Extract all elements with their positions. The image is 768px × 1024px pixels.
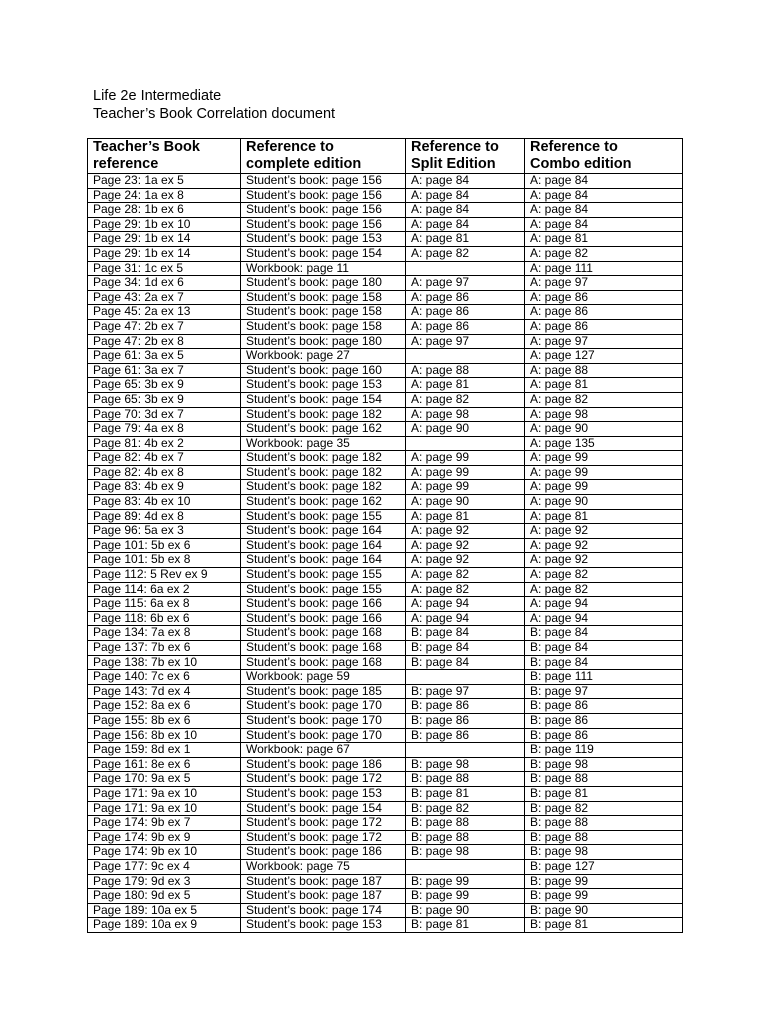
cell-teachers-book-reference: Page 83: 4b ex 10 bbox=[88, 495, 241, 510]
cell-complete-edition: Student’s book: page 162 bbox=[241, 422, 406, 437]
cell-combo-edition: A: page 111 bbox=[525, 261, 683, 276]
cell-complete-edition: Workbook: page 59 bbox=[241, 670, 406, 685]
table-row bbox=[88, 830, 683, 845]
cell-complete-edition: Student’s book: page 158 bbox=[241, 305, 406, 320]
cell-complete-edition: Student’s book: page 154 bbox=[241, 392, 406, 407]
cell-combo-edition: A: page 94 bbox=[525, 597, 683, 612]
cell-complete-edition: Workbook: page 11 bbox=[241, 261, 406, 276]
cell-split-edition: A: page 81 bbox=[406, 378, 525, 393]
header-line: Reference to bbox=[246, 139, 334, 155]
table-row bbox=[88, 422, 683, 437]
cell-combo-edition: B: page 98 bbox=[525, 757, 683, 772]
cell-teachers-book-reference: Page 118: 6b ex 6 bbox=[88, 611, 241, 626]
cell-teachers-book-reference: Page 83: 4b ex 9 bbox=[88, 480, 241, 495]
header-line: reference bbox=[93, 155, 159, 172]
cell-combo-edition: B: page 81 bbox=[525, 918, 683, 933]
table-row bbox=[88, 436, 683, 451]
cell-combo-edition: A: page 84 bbox=[525, 174, 683, 189]
cell-teachers-book-reference: Page 114: 6a ex 2 bbox=[88, 582, 241, 597]
cell-complete-edition: Student’s book: page 156 bbox=[241, 188, 406, 203]
cell-complete-edition: Student’s book: page 164 bbox=[241, 553, 406, 568]
cell-complete-edition: Student’s book: page 172 bbox=[241, 830, 406, 845]
cell-teachers-book-reference: Page 29: 1b ex 10 bbox=[88, 217, 241, 232]
cell-split-edition: A: page 82 bbox=[406, 582, 525, 597]
table-row bbox=[88, 903, 683, 918]
cell-split-edition: A: page 94 bbox=[406, 597, 525, 612]
cell-complete-edition: Student’s book: page 187 bbox=[241, 874, 406, 889]
cell-teachers-book-reference: Page 155: 8b ex 6 bbox=[88, 713, 241, 728]
cell-split-edition: B: page 97 bbox=[406, 684, 525, 699]
document-title-line-1: Life 2e Intermediate bbox=[93, 88, 222, 104]
cell-combo-edition: A: page 97 bbox=[525, 334, 683, 349]
cell-split-edition: B: page 81 bbox=[406, 918, 525, 933]
cell-split-edition: A: page 92 bbox=[406, 538, 525, 553]
document-title bbox=[93, 87, 335, 123]
table-row bbox=[88, 261, 683, 276]
table-row bbox=[88, 188, 683, 203]
header-line: Teacher’s Book bbox=[93, 139, 200, 155]
cell-teachers-book-reference: Page 82: 4b ex 8 bbox=[88, 465, 241, 480]
cell-complete-edition: Student’s book: page 158 bbox=[241, 290, 406, 305]
cell-teachers-book-reference: Page 174: 9b ex 10 bbox=[88, 845, 241, 860]
cell-complete-edition: Student’s book: page 168 bbox=[241, 626, 406, 641]
cell-teachers-book-reference: Page 23: 1a ex 5 bbox=[88, 174, 241, 189]
header-complete-edition bbox=[241, 139, 406, 174]
header-line: Reference to bbox=[530, 139, 618, 155]
cell-split-edition: B: page 81 bbox=[406, 786, 525, 801]
table-row bbox=[88, 538, 683, 553]
cell-combo-edition: B: page 81 bbox=[525, 786, 683, 801]
table-row bbox=[88, 524, 683, 539]
cell-combo-edition: A: page 99 bbox=[525, 451, 683, 466]
cell-teachers-book-reference: Page 189: 10a ex 9 bbox=[88, 918, 241, 933]
cell-combo-edition: B: page 88 bbox=[525, 816, 683, 831]
cell-complete-edition: Student’s book: page 170 bbox=[241, 699, 406, 714]
cell-combo-edition: A: page 90 bbox=[525, 495, 683, 510]
table-row bbox=[88, 276, 683, 291]
cell-combo-edition: A: page 86 bbox=[525, 319, 683, 334]
cell-split-edition: A: page 84 bbox=[406, 174, 525, 189]
cell-combo-edition: B: page 90 bbox=[525, 903, 683, 918]
cell-split-edition: B: page 86 bbox=[406, 699, 525, 714]
cell-split-edition: B: page 90 bbox=[406, 903, 525, 918]
cell-complete-edition: Student’s book: page 182 bbox=[241, 451, 406, 466]
cell-teachers-book-reference: Page 171: 9a ex 10 bbox=[88, 801, 241, 816]
cell-complete-edition: Student’s book: page 153 bbox=[241, 378, 406, 393]
table-row bbox=[88, 801, 683, 816]
cell-combo-edition: B: page 82 bbox=[525, 801, 683, 816]
cell-combo-edition: B: page 84 bbox=[525, 626, 683, 641]
cell-combo-edition: B: page 86 bbox=[525, 713, 683, 728]
document-title-line-2: Teacher’s Book Correlation document bbox=[93, 106, 336, 122]
table-row bbox=[88, 451, 683, 466]
cell-split-edition: A: page 97 bbox=[406, 334, 525, 349]
table-row bbox=[88, 290, 683, 305]
table-row bbox=[88, 582, 683, 597]
cell-combo-edition: B: page 84 bbox=[525, 655, 683, 670]
table-row bbox=[88, 889, 683, 904]
cell-split-edition: A: page 84 bbox=[406, 203, 525, 218]
cell-teachers-book-reference: Page 143: 7d ex 4 bbox=[88, 684, 241, 699]
cell-complete-edition: Student’s book: page 155 bbox=[241, 568, 406, 583]
cell-split-edition: B: page 84 bbox=[406, 655, 525, 670]
cell-combo-edition: A: page 82 bbox=[525, 568, 683, 583]
cell-split-edition: A: page 86 bbox=[406, 290, 525, 305]
table-row bbox=[88, 392, 683, 407]
cell-split-edition: A: page 90 bbox=[406, 495, 525, 510]
cell-teachers-book-reference: Page 70: 3d ex 7 bbox=[88, 407, 241, 422]
cell-combo-edition: A: page 86 bbox=[525, 290, 683, 305]
cell-complete-edition: Student’s book: page 170 bbox=[241, 728, 406, 743]
cell-split-edition: B: page 86 bbox=[406, 713, 525, 728]
cell-combo-edition: A: page 127 bbox=[525, 349, 683, 364]
cell-complete-edition: Student’s book: page 158 bbox=[241, 319, 406, 334]
cell-combo-edition: A: page 92 bbox=[525, 553, 683, 568]
cell-combo-edition: B: page 86 bbox=[525, 699, 683, 714]
cell-complete-edition: Student’s book: page 172 bbox=[241, 816, 406, 831]
cell-complete-edition: Student’s book: page 187 bbox=[241, 889, 406, 904]
cell-complete-edition: Student’s book: page 155 bbox=[241, 582, 406, 597]
table-row bbox=[88, 349, 683, 364]
cell-complete-edition: Student’s book: page 154 bbox=[241, 801, 406, 816]
cell-split-edition: A: page 97 bbox=[406, 276, 525, 291]
cell-complete-edition: Student’s book: page 170 bbox=[241, 713, 406, 728]
cell-teachers-book-reference: Page 34: 1d ex 6 bbox=[88, 276, 241, 291]
cell-split-edition: A: page 82 bbox=[406, 568, 525, 583]
table-row bbox=[88, 757, 683, 772]
cell-complete-edition: Workbook: page 75 bbox=[241, 859, 406, 874]
cell-complete-edition: Student’s book: page 182 bbox=[241, 407, 406, 422]
correlation-table bbox=[87, 138, 683, 933]
cell-split-edition: B: page 88 bbox=[406, 772, 525, 787]
table-row bbox=[88, 713, 683, 728]
cell-split-edition: B: page 84 bbox=[406, 626, 525, 641]
cell-combo-edition: A: page 92 bbox=[525, 524, 683, 539]
cell-split-edition bbox=[406, 349, 525, 364]
cell-combo-edition: B: page 99 bbox=[525, 874, 683, 889]
header-line: complete edition bbox=[246, 155, 362, 172]
cell-teachers-book-reference: Page 101: 5b ex 6 bbox=[88, 538, 241, 553]
table-row bbox=[88, 918, 683, 933]
table-row bbox=[88, 728, 683, 743]
header-line: Reference to bbox=[411, 139, 499, 155]
cell-teachers-book-reference: Page 112: 5 Rev ex 9 bbox=[88, 568, 241, 583]
cell-complete-edition: Student’s book: page 156 bbox=[241, 174, 406, 189]
table-row bbox=[88, 553, 683, 568]
table-row bbox=[88, 670, 683, 685]
table-row bbox=[88, 611, 683, 626]
cell-teachers-book-reference: Page 179: 9d ex 3 bbox=[88, 874, 241, 889]
cell-split-edition bbox=[406, 261, 525, 276]
cell-split-edition: A: page 98 bbox=[406, 407, 525, 422]
table-row bbox=[88, 319, 683, 334]
cell-combo-edition: A: page 84 bbox=[525, 203, 683, 218]
cell-split-edition: B: page 82 bbox=[406, 801, 525, 816]
cell-split-edition bbox=[406, 670, 525, 685]
cell-combo-edition: B: page 88 bbox=[525, 772, 683, 787]
cell-teachers-book-reference: Page 140: 7c ex 6 bbox=[88, 670, 241, 685]
cell-split-edition: A: page 82 bbox=[406, 246, 525, 261]
cell-complete-edition: Student’s book: page 166 bbox=[241, 611, 406, 626]
cell-teachers-book-reference: Page 134: 7a ex 8 bbox=[88, 626, 241, 641]
cell-teachers-book-reference: Page 79: 4a ex 8 bbox=[88, 422, 241, 437]
table-row bbox=[88, 305, 683, 320]
cell-combo-edition: A: page 135 bbox=[525, 436, 683, 451]
cell-combo-edition: A: page 81 bbox=[525, 232, 683, 247]
header-teachers-book-reference bbox=[88, 139, 241, 174]
table-row bbox=[88, 699, 683, 714]
table-row bbox=[88, 378, 683, 393]
cell-teachers-book-reference: Page 28: 1b ex 6 bbox=[88, 203, 241, 218]
cell-combo-edition: A: page 82 bbox=[525, 392, 683, 407]
table-row bbox=[88, 772, 683, 787]
cell-split-edition: B: page 99 bbox=[406, 874, 525, 889]
cell-teachers-book-reference: Page 189: 10a ex 5 bbox=[88, 903, 241, 918]
cell-complete-edition: Student’s book: page 153 bbox=[241, 918, 406, 933]
cell-teachers-book-reference: Page 29: 1b ex 14 bbox=[88, 232, 241, 247]
cell-teachers-book-reference: Page 96: 5a ex 3 bbox=[88, 524, 241, 539]
cell-combo-edition: A: page 99 bbox=[525, 480, 683, 495]
cell-split-edition: B: page 98 bbox=[406, 845, 525, 860]
cell-teachers-book-reference: Page 161: 8e ex 6 bbox=[88, 757, 241, 772]
table-row bbox=[88, 465, 683, 480]
cell-teachers-book-reference: Page 138: 7b ex 10 bbox=[88, 655, 241, 670]
cell-teachers-book-reference: Page 24: 1a ex 8 bbox=[88, 188, 241, 203]
table-body bbox=[88, 174, 683, 933]
cell-complete-edition: Student’s book: page 174 bbox=[241, 903, 406, 918]
cell-teachers-book-reference: Page 101: 5b ex 8 bbox=[88, 553, 241, 568]
table-row bbox=[88, 246, 683, 261]
cell-split-edition: A: page 86 bbox=[406, 305, 525, 320]
cell-split-edition: B: page 99 bbox=[406, 889, 525, 904]
cell-split-edition bbox=[406, 859, 525, 874]
cell-combo-edition: A: page 82 bbox=[525, 246, 683, 261]
cell-combo-edition: B: page 84 bbox=[525, 641, 683, 656]
cell-complete-edition: Student’s book: page 185 bbox=[241, 684, 406, 699]
cell-teachers-book-reference: Page 29: 1b ex 14 bbox=[88, 246, 241, 261]
cell-teachers-book-reference: Page 137: 7b ex 6 bbox=[88, 641, 241, 656]
cell-complete-edition: Student’s book: page 156 bbox=[241, 203, 406, 218]
cell-teachers-book-reference: Page 152: 8a ex 6 bbox=[88, 699, 241, 714]
cell-complete-edition: Student’s book: page 154 bbox=[241, 246, 406, 261]
cell-split-edition: B: page 98 bbox=[406, 757, 525, 772]
cell-teachers-book-reference: Page 65: 3b ex 9 bbox=[88, 378, 241, 393]
cell-complete-edition: Student’s book: page 168 bbox=[241, 655, 406, 670]
cell-complete-edition: Workbook: page 27 bbox=[241, 349, 406, 364]
cell-combo-edition: B: page 98 bbox=[525, 845, 683, 860]
cell-split-edition: A: page 99 bbox=[406, 451, 525, 466]
cell-combo-edition: A: page 99 bbox=[525, 465, 683, 480]
cell-split-edition: A: page 84 bbox=[406, 188, 525, 203]
table-row bbox=[88, 626, 683, 641]
cell-complete-edition: Student’s book: page 180 bbox=[241, 276, 406, 291]
cell-teachers-book-reference: Page 61: 3a ex 5 bbox=[88, 349, 241, 364]
cell-combo-edition: A: page 81 bbox=[525, 378, 683, 393]
cell-complete-edition: Student’s book: page 155 bbox=[241, 509, 406, 524]
cell-teachers-book-reference: Page 43: 2a ex 7 bbox=[88, 290, 241, 305]
table-row bbox=[88, 495, 683, 510]
cell-complete-edition: Student’s book: page 186 bbox=[241, 845, 406, 860]
cell-teachers-book-reference: Page 159: 8d ex 1 bbox=[88, 743, 241, 758]
table-row bbox=[88, 845, 683, 860]
cell-combo-edition: A: page 81 bbox=[525, 509, 683, 524]
header-line: Combo edition bbox=[530, 155, 632, 172]
cell-teachers-book-reference: Page 174: 9b ex 7 bbox=[88, 816, 241, 831]
cell-teachers-book-reference: Page 61: 3a ex 7 bbox=[88, 363, 241, 378]
table-row bbox=[88, 407, 683, 422]
cell-combo-edition: B: page 111 bbox=[525, 670, 683, 685]
cell-combo-edition: A: page 97 bbox=[525, 276, 683, 291]
cell-split-edition: B: page 88 bbox=[406, 830, 525, 845]
table-row bbox=[88, 174, 683, 189]
table-row bbox=[88, 655, 683, 670]
cell-complete-edition: Student’s book: page 172 bbox=[241, 772, 406, 787]
cell-complete-edition: Student’s book: page 164 bbox=[241, 524, 406, 539]
cell-teachers-book-reference: Page 156: 8b ex 10 bbox=[88, 728, 241, 743]
cell-combo-edition: A: page 98 bbox=[525, 407, 683, 422]
table-row bbox=[88, 363, 683, 378]
cell-combo-edition: B: page 119 bbox=[525, 743, 683, 758]
cell-combo-edition: B: page 97 bbox=[525, 684, 683, 699]
cell-combo-edition: A: page 82 bbox=[525, 582, 683, 597]
cell-teachers-book-reference: Page 171: 9a ex 10 bbox=[88, 786, 241, 801]
cell-split-edition: A: page 99 bbox=[406, 480, 525, 495]
cell-teachers-book-reference: Page 65: 3b ex 9 bbox=[88, 392, 241, 407]
cell-split-edition: A: page 84 bbox=[406, 217, 525, 232]
cell-teachers-book-reference: Page 170: 9a ex 5 bbox=[88, 772, 241, 787]
table-row bbox=[88, 480, 683, 495]
cell-combo-edition: A: page 84 bbox=[525, 188, 683, 203]
cell-complete-edition: Student’s book: page 180 bbox=[241, 334, 406, 349]
cell-split-edition: A: page 90 bbox=[406, 422, 525, 437]
cell-split-edition: A: page 92 bbox=[406, 524, 525, 539]
table-row bbox=[88, 859, 683, 874]
table-row bbox=[88, 684, 683, 699]
cell-teachers-book-reference: Page 47: 2b ex 7 bbox=[88, 319, 241, 334]
header-combo-edition bbox=[525, 139, 683, 174]
cell-teachers-book-reference: Page 31: 1c ex 5 bbox=[88, 261, 241, 276]
cell-combo-edition: A: page 88 bbox=[525, 363, 683, 378]
cell-complete-edition: Student’s book: page 182 bbox=[241, 465, 406, 480]
cell-combo-edition: B: page 127 bbox=[525, 859, 683, 874]
cell-combo-edition: A: page 94 bbox=[525, 611, 683, 626]
cell-split-edition bbox=[406, 743, 525, 758]
cell-complete-edition: Student’s book: page 168 bbox=[241, 641, 406, 656]
cell-teachers-book-reference: Page 115: 6a ex 8 bbox=[88, 597, 241, 612]
table-row bbox=[88, 786, 683, 801]
cell-combo-edition: A: page 86 bbox=[525, 305, 683, 320]
cell-complete-edition: Student’s book: page 166 bbox=[241, 597, 406, 612]
header-line: Split Edition bbox=[411, 155, 496, 172]
cell-teachers-book-reference: Page 45: 2a ex 13 bbox=[88, 305, 241, 320]
header-split-edition bbox=[406, 139, 525, 174]
cell-combo-edition: B: page 88 bbox=[525, 830, 683, 845]
cell-teachers-book-reference: Page 174: 9b ex 9 bbox=[88, 830, 241, 845]
cell-split-edition: A: page 81 bbox=[406, 232, 525, 247]
table-row bbox=[88, 743, 683, 758]
cell-split-edition: A: page 86 bbox=[406, 319, 525, 334]
cell-split-edition: B: page 88 bbox=[406, 816, 525, 831]
cell-combo-edition: A: page 84 bbox=[525, 217, 683, 232]
cell-combo-edition: A: page 92 bbox=[525, 538, 683, 553]
cell-complete-edition: Student’s book: page 164 bbox=[241, 538, 406, 553]
table-row bbox=[88, 641, 683, 656]
cell-complete-edition: Student’s book: page 156 bbox=[241, 217, 406, 232]
table-row bbox=[88, 816, 683, 831]
cell-teachers-book-reference: Page 89: 4d ex 8 bbox=[88, 509, 241, 524]
cell-split-edition bbox=[406, 436, 525, 451]
cell-complete-edition: Student’s book: page 182 bbox=[241, 480, 406, 495]
cell-split-edition: A: page 94 bbox=[406, 611, 525, 626]
cell-split-edition: B: page 86 bbox=[406, 728, 525, 743]
cell-combo-edition: A: page 90 bbox=[525, 422, 683, 437]
cell-split-edition: A: page 92 bbox=[406, 553, 525, 568]
cell-split-edition: A: page 99 bbox=[406, 465, 525, 480]
cell-complete-edition: Workbook: page 67 bbox=[241, 743, 406, 758]
table-row bbox=[88, 217, 683, 232]
table-row bbox=[88, 597, 683, 612]
cell-teachers-book-reference: Page 47: 2b ex 8 bbox=[88, 334, 241, 349]
table-header-row bbox=[88, 139, 683, 174]
cell-teachers-book-reference: Page 177: 9c ex 4 bbox=[88, 859, 241, 874]
cell-complete-edition: Student’s book: page 162 bbox=[241, 495, 406, 510]
cell-split-edition: B: page 84 bbox=[406, 641, 525, 656]
cell-split-edition: A: page 82 bbox=[406, 392, 525, 407]
cell-complete-edition: Student’s book: page 153 bbox=[241, 232, 406, 247]
table-row bbox=[88, 568, 683, 583]
cell-split-edition: A: page 81 bbox=[406, 509, 525, 524]
cell-complete-edition: Workbook: page 35 bbox=[241, 436, 406, 451]
table-row bbox=[88, 509, 683, 524]
cell-combo-edition: B: page 99 bbox=[525, 889, 683, 904]
table-row bbox=[88, 232, 683, 247]
table-row bbox=[88, 874, 683, 889]
cell-complete-edition: Student’s book: page 160 bbox=[241, 363, 406, 378]
table-row bbox=[88, 203, 683, 218]
cell-complete-edition: Student’s book: page 186 bbox=[241, 757, 406, 772]
table-row bbox=[88, 334, 683, 349]
cell-teachers-book-reference: Page 82: 4b ex 7 bbox=[88, 451, 241, 466]
cell-complete-edition: Student’s book: page 153 bbox=[241, 786, 406, 801]
cell-split-edition: A: page 88 bbox=[406, 363, 525, 378]
cell-combo-edition: B: page 86 bbox=[525, 728, 683, 743]
cell-teachers-book-reference: Page 180: 9d ex 5 bbox=[88, 889, 241, 904]
cell-teachers-book-reference: Page 81: 4b ex 2 bbox=[88, 436, 241, 451]
